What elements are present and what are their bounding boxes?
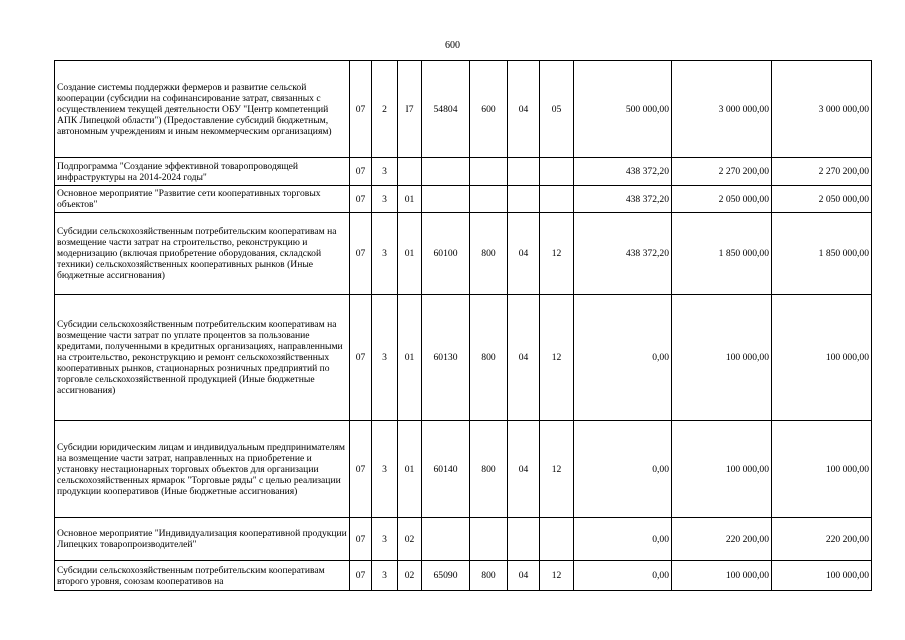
program-code-cell: 07: [350, 158, 372, 186]
program-code-cell: 07: [350, 186, 372, 213]
page-number: 600: [445, 40, 460, 51]
expense-type-cell: 800: [470, 295, 508, 421]
section-cell: 04: [508, 61, 540, 158]
subprogram-code-cell: 3: [372, 518, 398, 561]
amount-year3-cell: 220 200,00: [772, 518, 872, 561]
amount-year2-cell: 3 000 000,00: [672, 61, 772, 158]
event-code-cell: 01: [398, 186, 422, 213]
program-code-cell: 07: [350, 561, 372, 591]
amount-year1-cell: 500 000,00: [574, 61, 672, 158]
section-cell: [508, 158, 540, 186]
amount-year1-cell: 0,00: [574, 421, 672, 518]
row-name-cell: Подпрограмма "Создание эффективной товаропроводящей инфраструктуры на 2014-2024 годы": [55, 158, 350, 186]
event-code-cell: 02: [398, 561, 422, 591]
table-row: [55, 213, 872, 295]
section-cell: 04: [508, 295, 540, 421]
section-cell: 04: [508, 561, 540, 591]
subsection-cell: [540, 186, 574, 213]
amount-year3-cell: 3 000 000,00: [772, 61, 872, 158]
expense-type-cell: [470, 186, 508, 213]
direction-code-cell: [422, 186, 470, 213]
amount-year1-cell: 438 372,20: [574, 158, 672, 186]
amount-year2-cell: 1 850 000,00: [672, 213, 772, 295]
expense-type-cell: 800: [470, 213, 508, 295]
subprogram-code-cell: 3: [372, 295, 398, 421]
event-code-cell: I7: [398, 61, 422, 158]
event-code-cell: [398, 158, 422, 186]
direction-code-cell: 60140: [422, 421, 470, 518]
expense-type-cell: [470, 518, 508, 561]
table-row: [55, 295, 872, 421]
row-name-cell: Субсидии сельскохозяйственным потребительским кооперативам на возмещение части затрат по уплате процентов за пользование кредитами, полученными в кредитных организациях, направленными на строительство, реконструкцию и ремонт сельскохозяйственных кооперативных рынков, стационарных розничных предприятий по торговле сельскохозяйственной продукцией (Иные бюджетные ассигнования): [55, 295, 350, 421]
amount-year2-cell: 220 200,00: [672, 518, 772, 561]
amount-year3-cell: 100 000,00: [772, 421, 872, 518]
amount-year1-cell: 0,00: [574, 561, 672, 591]
amount-year1-cell: 0,00: [574, 295, 672, 421]
subsection-cell: 05: [540, 61, 574, 158]
section-cell: 04: [508, 421, 540, 518]
event-code-cell: 02: [398, 518, 422, 561]
row-name-cell: Субсидии сельскохозяйственным потребительским кооперативам на возмещение части затрат на строительство, реконструкцию и модернизацию (включая приобретение оборудования, складской техники) сельскохозяйственных кооперативных рынков (Иные бюджетные ассигнования): [55, 213, 350, 295]
row-name-cell: Создание системы поддержки фермеров и развитие сельской кооперации (субсидии на софинансирование затрат, связанных с осуществлением текущей деятельности ОБУ "Центр компетенций АПК Липецкой области") (Предоставление субсидий бюджетным, автономным учреждениям и иным некоммерческим организациям): [55, 61, 350, 158]
direction-code-cell: 65090: [422, 561, 470, 591]
amount-year3-cell: 2 270 200,00: [772, 158, 872, 186]
subsection-cell: 12: [540, 213, 574, 295]
amount-year2-cell: 2 050 000,00: [672, 186, 772, 213]
direction-code-cell: 54804: [422, 61, 470, 158]
table-row: [55, 561, 872, 591]
expense-type-cell: 800: [470, 561, 508, 591]
subsection-cell: 12: [540, 561, 574, 591]
event-code-cell: 01: [398, 213, 422, 295]
amount-year3-cell: 1 850 000,00: [772, 213, 872, 295]
amount-year3-cell: 100 000,00: [772, 561, 872, 591]
event-code-cell: 01: [398, 295, 422, 421]
event-code-cell: 01: [398, 421, 422, 518]
table-row: [55, 61, 872, 158]
amount-year3-cell: 2 050 000,00: [772, 186, 872, 213]
section-cell: [508, 186, 540, 213]
expense-type-cell: 600: [470, 61, 508, 158]
row-name-cell: Субсидии юридическим лицам и индивидуальным предпринимателям на возмещение части затрат, направленных на приобретение и установку нестационарных торговых объектов для организации сельскохозяйственных ярмарок "Торговые ряды" с целью реализации продукции кооперативов (Иные бюджетные ассигнования): [55, 421, 350, 518]
table-row: [55, 158, 872, 186]
subprogram-code-cell: 3: [372, 213, 398, 295]
direction-code-cell: [422, 518, 470, 561]
amount-year1-cell: 0,00: [574, 518, 672, 561]
section-cell: 04: [508, 213, 540, 295]
direction-code-cell: 60100: [422, 213, 470, 295]
program-code-cell: 07: [350, 421, 372, 518]
subsection-cell: 12: [540, 421, 574, 518]
amount-year1-cell: 438 372,20: [574, 213, 672, 295]
row-name-cell: Основное мероприятие "Индивидуализация кооперативной продукции Липецких товаропроизводителей": [55, 518, 350, 561]
budget-table: [54, 60, 872, 591]
subsection-cell: [540, 158, 574, 186]
expense-type-cell: [470, 158, 508, 186]
amount-year1-cell: 438 372,20: [574, 186, 672, 213]
subsection-cell: 12: [540, 295, 574, 421]
program-code-cell: 07: [350, 213, 372, 295]
table-row: [55, 518, 872, 561]
subprogram-code-cell: 3: [372, 421, 398, 518]
subprogram-code-cell: 2: [372, 61, 398, 158]
table-row: [55, 421, 872, 518]
direction-code-cell: [422, 158, 470, 186]
subsection-cell: [540, 518, 574, 561]
subprogram-code-cell: 3: [372, 186, 398, 213]
amount-year2-cell: 100 000,00: [672, 421, 772, 518]
section-cell: [508, 518, 540, 561]
subprogram-code-cell: 3: [372, 561, 398, 591]
expense-type-cell: 800: [470, 421, 508, 518]
subprogram-code-cell: 3: [372, 158, 398, 186]
direction-code-cell: 60130: [422, 295, 470, 421]
amount-year3-cell: 100 000,00: [772, 295, 872, 421]
amount-year2-cell: 100 000,00: [672, 295, 772, 421]
table-row: [55, 186, 872, 213]
amount-year2-cell: 2 270 200,00: [672, 158, 772, 186]
row-name-cell: Субсидии сельскохозяйственным потребительским кооперативам второго уровня, союзам кооперативов на: [55, 561, 350, 591]
row-name-cell: Основное мероприятие "Развитие сети кооперативных торговых объектов": [55, 186, 350, 213]
amount-year2-cell: 100 000,00: [672, 561, 772, 591]
program-code-cell: 07: [350, 518, 372, 561]
program-code-cell: 07: [350, 61, 372, 158]
program-code-cell: 07: [350, 295, 372, 421]
